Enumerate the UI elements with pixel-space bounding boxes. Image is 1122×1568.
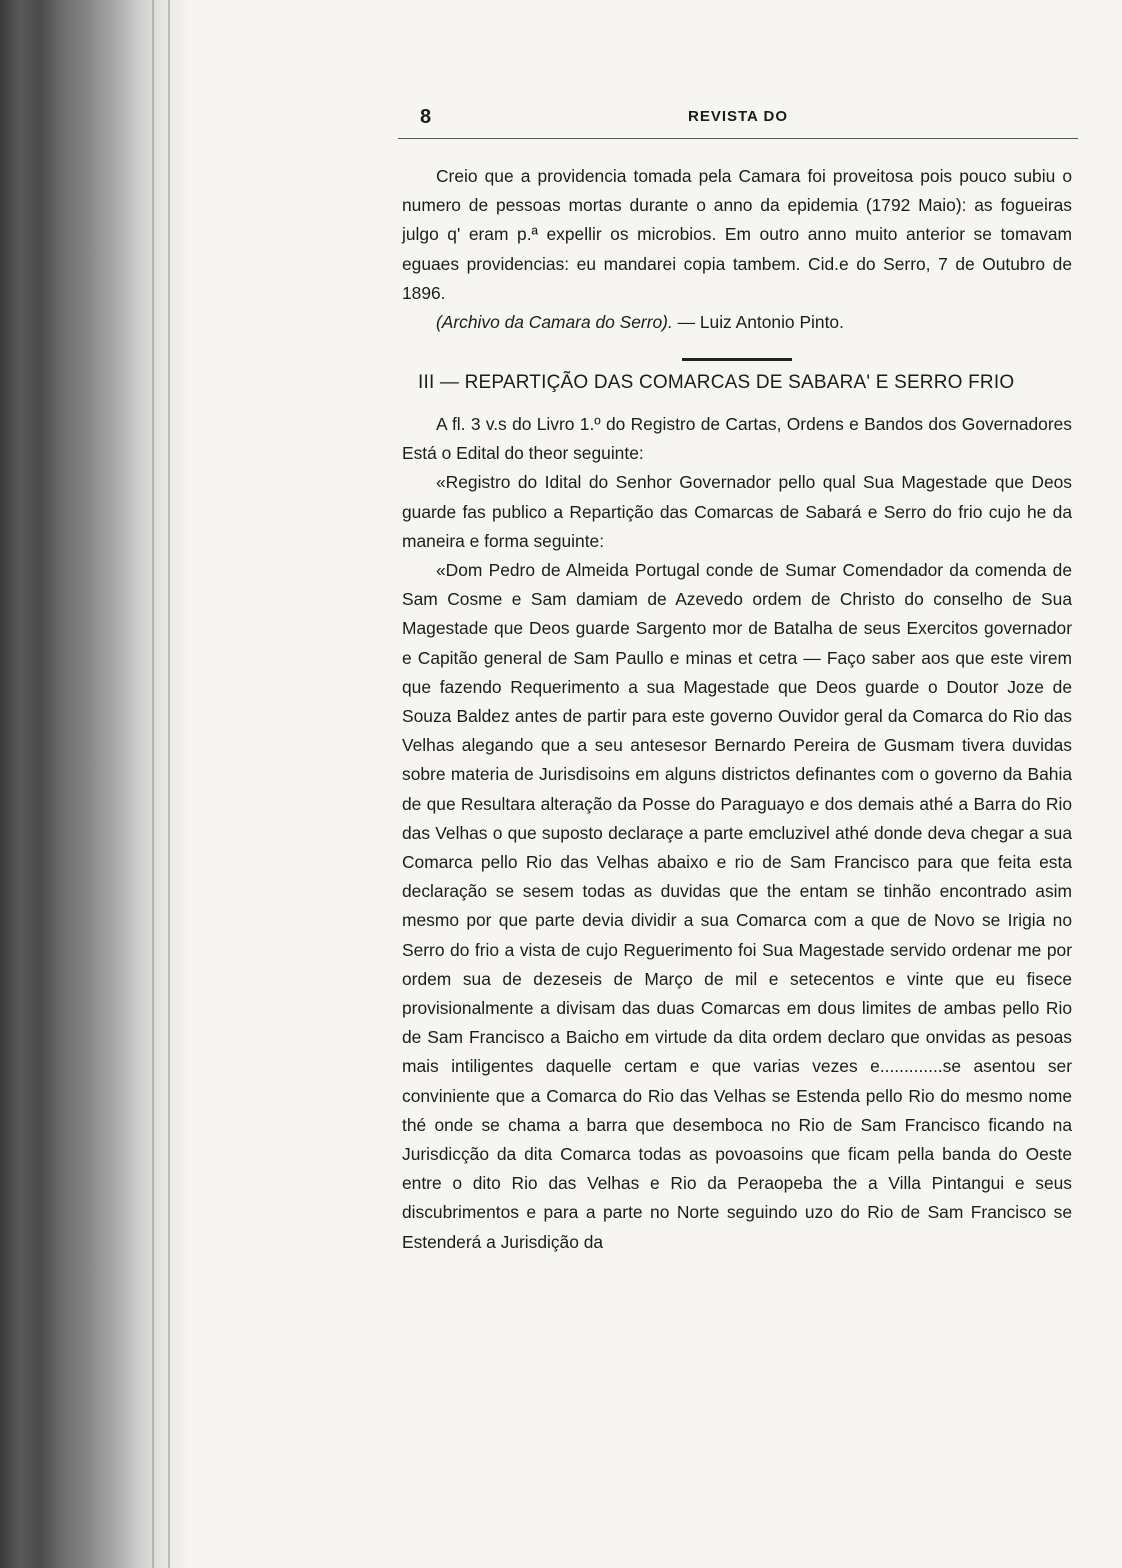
book-gutter-shadow: [0, 0, 190, 1568]
header-rule: [398, 138, 1078, 139]
intro-text-block: [402, 162, 1072, 337]
paragraph: «Dom Pedro de Almeida Portugal conde de Sumar Comendador da comenda de Sam Cosme e Sam damiam de Azevedo ordem de Christo do conselho de Sua Magestade que Deos guarde Sargento mor de Batalha de seus Exercitos governador e Capitão general de Sam Paullo e minas et cetra — Faço saber aos que este virem que fazendo Requerimento a sua Magestade que Deos guarde o Doutor Joze de Souza Baldez antes de partir para este governo Ouvidor geral da Comarca do Rio das Velhas alegando que a seu antesesor Bernardo Pereira de Gusmam tivera duvidas sobre materia de Jurisdisoins em alguns districtos definantes com o governo da Bahia de que Resultara alteração da Posse do Paraguayo e dos demais athé a Barra do Rio das Velhas o que suposto declaraçe a parte emcluzivel athé donde deva chegar a sua Comarca pello Rio das Velhas abaixo e rio de Sam Francisco para que feita esta declaração se sesem todas as duvidas que the entam se tinhão encontrado asim mesmo por que parte devia dividir a sua Comarca com a que de Novo se Irigia no Serro do frio a vista de cujo Reguerimento foi Sua Magestade servido ordenar me por ordem sua de dezeseis de Março de mil e setecentos e vinte que eu fisece provisionalmente a divisam das duas Comarcas em dous limites de ambas pello Rio de Sam Francisco a Baicho em virtude da dita ordem declaro que onvidas as pesoas mais intiligentes daquelle certam e que varias vezes e.............se asentou ser conviniente que a Comarca do Rio das Velhas se Estenda pello Rio do mesmo nome thé onde se chama a barra que desemboca no Rio de Sam Francisco ficando na Jurisdicção da dita Comarca todas as povoasoins que ficam pella banda do Oeste entre o dito Rio das Velhas e Rio da Peraopeba the a Villa Pintangui e seus discubrimentos e para a parte no Norte seguindo uzo do Rio de Sam Francisco se Estenderá a Jurisdição da: [402, 560, 1072, 1252]
paragraph: «Registro do Idital do Senhor Governador pello qual Sua Magestade que Deos guarde fas publico a Repartição das Comarcas de Sabará e Serro do frio cujo he da maneira e forma seguinte:: [402, 472, 1072, 551]
gutter-line: [152, 0, 154, 1568]
section-divider: [682, 358, 792, 361]
book-page: [398, 100, 1078, 1252]
page-number: 8: [420, 106, 432, 128]
source-citation: [402, 308, 1072, 337]
running-head: [398, 100, 1078, 134]
section-heading: III — REPARTIÇÃO DAS COMARCAS DE SABARA' E SERRO FRIO: [418, 372, 1015, 393]
gutter-line: [168, 0, 170, 1568]
archive-reference: (Archivo da Camara do Serro).: [436, 312, 673, 333]
paragraph: A fl. 3 v.s do Livro 1.º do Registro de Cartas, Ordens e Bandos dos Governadores Está o Edital do theor seguinte:: [402, 414, 1072, 464]
intro-paragraph: Creio que a providencia tomada pela Camara foi proveitosa pois pouco subiu o numero de pessoas mortas durante o anno da epidemia (1792 Maio): as fogueiras julgo q' eram p.ª expellir os microbios. Em outro anno muito anterior se tomavam eguaes providencias: eu mandarei copia tambem. Cid.e do Serro, 7 de Outubro de 1896.: [402, 166, 1072, 303]
journal-title: REVISTA DO: [687, 108, 788, 125]
main-text-block: [402, 410, 1072, 1257]
citation-author: — Luiz Antonio Pinto.: [672, 312, 844, 333]
